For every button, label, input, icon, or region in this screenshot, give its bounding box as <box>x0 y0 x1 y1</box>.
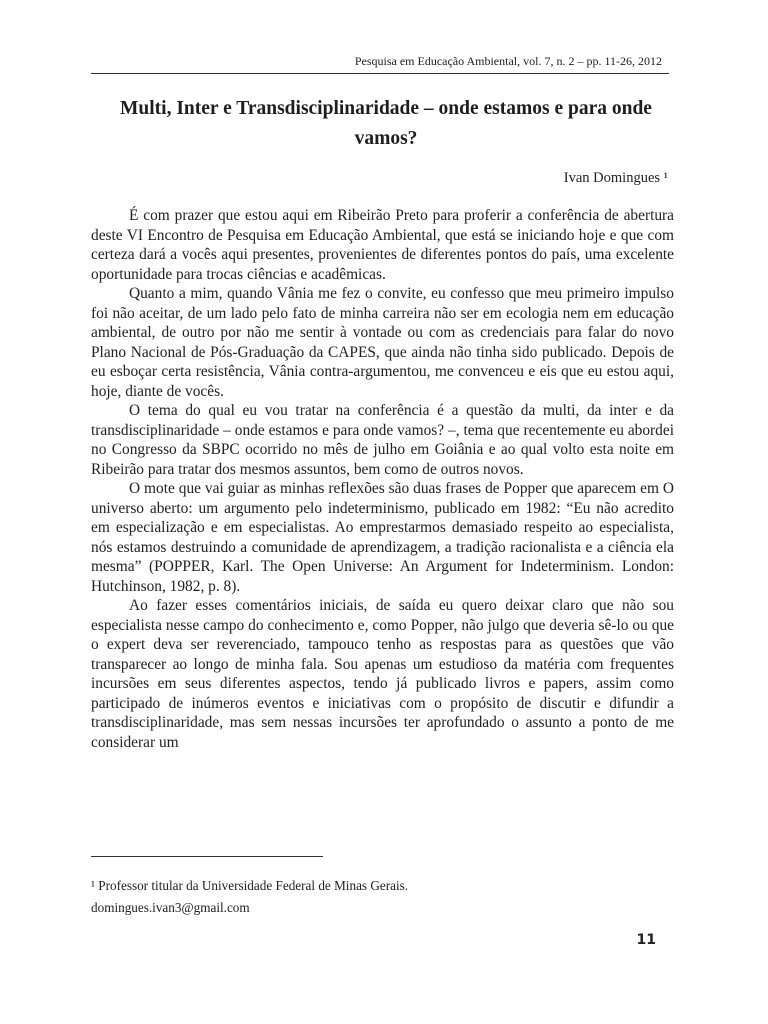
footnote-email: domingues.ivan3@gmail.com <box>91 900 250 915</box>
paragraph: O tema do qual eu vou tratar na conferência é a questão da multi, da inter e da transdisciplinaridade – onde estamos e para onde vamos? –, tema que recentemente eu abordei no Congresso da SBPC ocorrido no mês de julho em Goiânia e ao qual volto esta noite em Ribeirão para tratar dos mesmos assuntos, bem como de outros novos. <box>91 402 674 478</box>
paragraph: Ao fazer esses comentários iniciais, de saída eu quero deixar claro que não sou especialista nesse campo do conhecimento e, como Popper, não julgo que deveria sê-lo ou que o expert deva ser reverenciado, tampouco tenho as respostas para as questões que vão transparecer ao longo de minha fala. Sou apenas um estudioso da matéria com frequentes incursões em seus diferentes aspectos, tendo já publicado livros e papers, assim como participado de inúmeros eventos e iniciativas com o propósito de discutir e difundir a transdisciplinaridade, mas sem nessas incursões ter aprofundado o assunto a ponto de me considerar um <box>91 597 674 751</box>
article-body <box>91 206 674 752</box>
paragraph: É com prazer que estou aqui em Ribeirão Preto para proferir a conferência de abertura deste VI Encontro de Pesquisa em Educação Ambiental, que está se iniciando hoje e que com certeza dará a vocês aqui presentes, provenientes de diferentes pontos do país, uma excelente oportunidade para trocas ciências e acadêmicas. <box>91 207 674 283</box>
article-title: Multi, Inter e Transdisciplinaridade – onde estamos e para onde vamos? <box>120 98 652 149</box>
footnote-rule <box>91 856 323 857</box>
author-name: Ivan Domingues ¹ <box>563 170 668 186</box>
footnote <box>91 875 671 919</box>
header-rule <box>91 73 669 74</box>
page-number: 11 <box>636 932 656 948</box>
running-head: Pesquisa em Educação Ambiental, vol. 7, n. 2 – pp. 11-26, 2012 <box>354 54 662 68</box>
paragraph: O mote que vai guiar as minhas reflexões são duas frases de Popper que aparecem em O universo aberto: um argumento pelo indeterminismo, publicado em 1982: “Eu não acredito em especialização e em especialistas. Ao emprestarmos demasiado respeito ao especialista, nós estamos destruindo a comunidade de aprendizagem, a tradição racionalista e a ciência ela mesma” (POPPER, Karl. The Open Universe: An Argument for Indeterminism. London: Hutchinson, 1982, p. 8). <box>91 480 674 595</box>
paragraph: Quanto a mim, quando Vânia me fez o convite, eu confesso que meu primeiro impulso foi não aceitar, de um lado pelo fato de minha carreira não ser em ecologia nem em educação ambiental, de outro por não me sentir à vontade ou com as credenciais para falar do novo Plano Nacional de Pós-Graduação da CAPES, que ainda não tinha sido publicado. Depois de eu esboçar certa resistência, Vânia contra-argumentou, me convenceu e eis que eu estou aqui, hoje, diante de vocês. <box>91 285 674 400</box>
footnote-affiliation: ¹ Professor titular da Universidade Federal de Minas Gerais. <box>91 878 409 893</box>
